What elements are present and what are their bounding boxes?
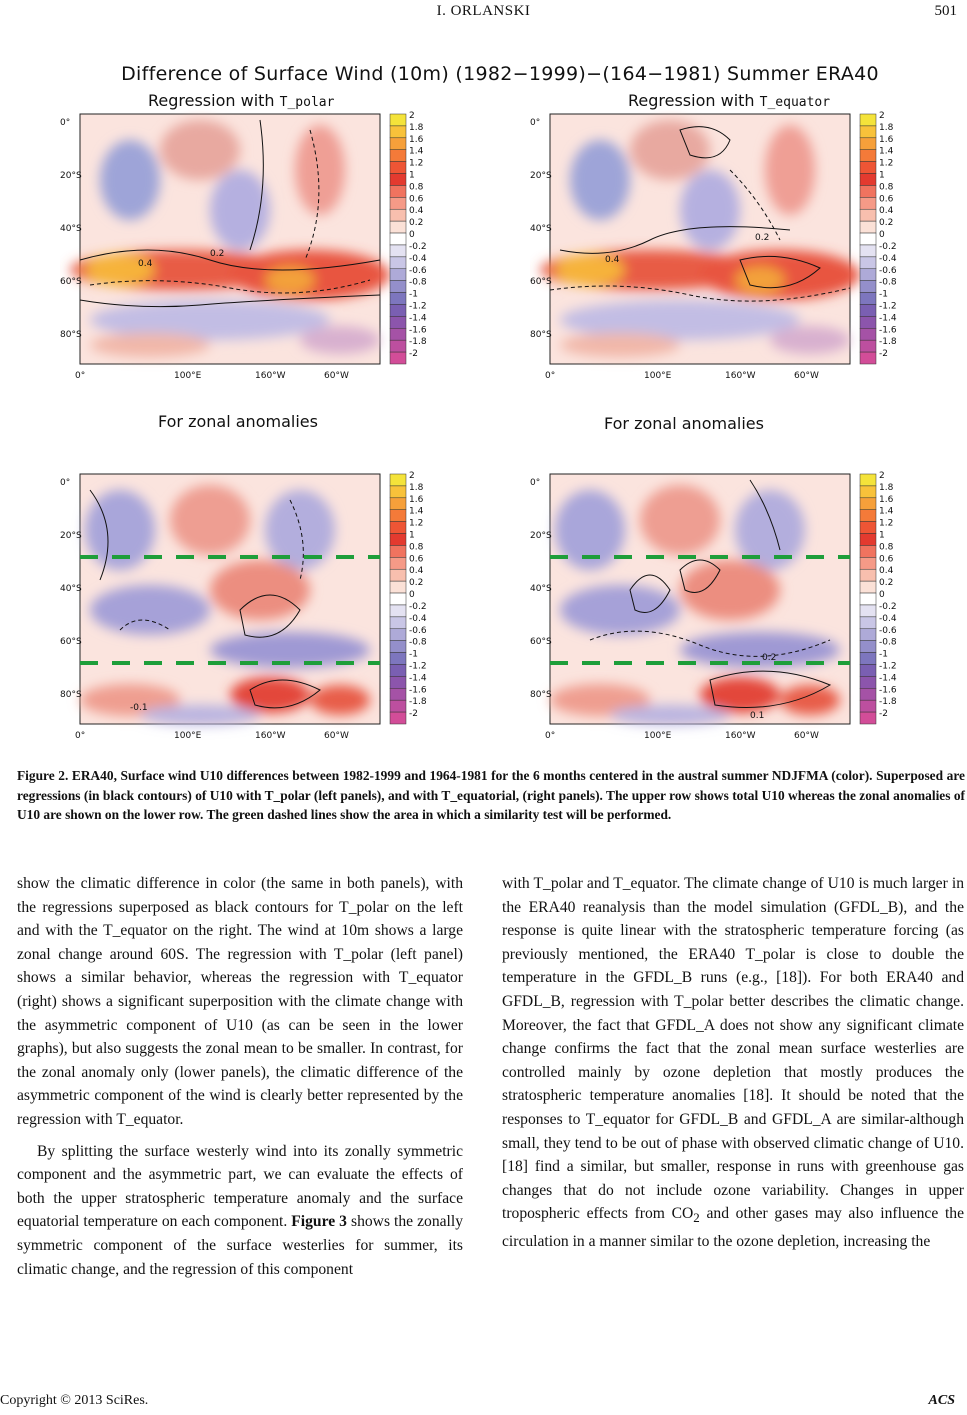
panel-label-text: Regression with bbox=[148, 91, 275, 110]
lat-tick-label: 20°S bbox=[530, 171, 552, 181]
colorbar-swatch bbox=[390, 545, 406, 557]
figure-caption: Figure 2. ERA40, Surface wind U10 differences between 1982-1999 and 1964-1981 for the 6 months centered in the austral summer NDJFMA (color). Superposed are regressions (in black contours) of U10 with T_polar (left panels), and with T_equatorial, (right panels). The upper row shows total U10 whereas the zonal anomalies of U10 are shown on the lower row. The green dashed lines show the area in which a similarity test will be performed. bbox=[17, 768, 965, 822]
colorbar-swatch bbox=[390, 617, 406, 629]
figure-reference: Figure 3 bbox=[291, 1213, 347, 1231]
colorbar-tick-label: -1.2 bbox=[409, 661, 427, 672]
colorbar-swatch bbox=[860, 605, 876, 617]
colorbar-tick-label: 1.4 bbox=[879, 146, 894, 157]
colorbar-tick-label: -1 bbox=[879, 649, 888, 660]
colorbar-swatch bbox=[390, 245, 406, 257]
colorbar-tick-label: -0.4 bbox=[409, 613, 427, 624]
colorbar-swatch bbox=[860, 269, 876, 281]
lat-tick-label: 60°S bbox=[60, 277, 82, 287]
colorbar-tick-label: -1.6 bbox=[409, 325, 427, 336]
colorbar-swatch bbox=[860, 557, 876, 569]
lon-tick-label: 100°E bbox=[174, 731, 202, 741]
lon-tick-label: 60°W bbox=[324, 371, 349, 381]
colorbar-swatch bbox=[860, 352, 876, 364]
colorbar-tick-label: 0.8 bbox=[879, 182, 894, 193]
colorbar-swatch bbox=[860, 304, 876, 316]
colorbar-swatch bbox=[390, 316, 406, 328]
colorbar-tick-label: 1 bbox=[409, 170, 415, 181]
colorbar-swatch bbox=[860, 233, 876, 245]
svg-text:0.1: 0.1 bbox=[750, 711, 765, 721]
colorbar-swatch bbox=[860, 653, 876, 665]
colorbar-swatch bbox=[390, 700, 406, 712]
lat-tick-label: 40°S bbox=[530, 584, 552, 594]
colorbar-swatch bbox=[860, 664, 876, 676]
colorbar-tick-label: 0.6 bbox=[879, 554, 894, 565]
map-panel-top-right bbox=[530, 110, 930, 390]
colorbar-swatch bbox=[390, 293, 406, 305]
lat-tick-label: 0° bbox=[530, 478, 541, 488]
colorbar-tick-label: -0.2 bbox=[409, 601, 427, 612]
figure-2 bbox=[60, 55, 930, 755]
panel-label-var: T_polar bbox=[279, 95, 335, 110]
colorbar-swatch bbox=[390, 185, 406, 197]
colorbar-swatch bbox=[390, 712, 406, 724]
colorbar-tick-label: 0 bbox=[879, 590, 885, 601]
colorbar-tick-label: 0.4 bbox=[879, 566, 894, 577]
colorbar-swatch bbox=[860, 257, 876, 269]
colorbar-swatch bbox=[860, 281, 876, 293]
colorbar-tick-label: -2 bbox=[409, 709, 418, 720]
colorbar-tick-label: -1.6 bbox=[409, 685, 427, 696]
paragraph: show the climatic difference in color (the same in both panels), with the regressions superposed as black contours for T_polar on the left and with the T_equator on the right. The wind at 10m shows a large zonal change around 60S. The regression with T_polar (left panel) shows a similar behavior, whereas the regression with T_equator (right) shows a significant superposition with the climate change with the asymmetric component of U10 (as can be seen in the lower graphs), but also suggests the zonal mean to be smaller. In contrast, for the zonal anomaly only (lower panels), the climatic difference of the asymmetric component of the wind is clearly better represented by the regression with T_equator. bbox=[17, 875, 463, 1128]
colorbar-swatch bbox=[860, 593, 876, 605]
colorbar-swatch bbox=[390, 138, 406, 150]
colorbar-tick-label: -0.4 bbox=[879, 253, 897, 264]
colorbar-swatch bbox=[390, 221, 406, 233]
colorbar-swatch bbox=[860, 126, 876, 138]
map-panel-bottom-right bbox=[530, 470, 930, 755]
copyright: Copyright © 2013 SciRes. bbox=[0, 1393, 149, 1408]
colorbar-swatch bbox=[860, 617, 876, 629]
colorbar-tick-label: 1.8 bbox=[879, 122, 894, 133]
colorbar-swatch bbox=[860, 114, 876, 126]
colorbar-tick-label: -0.6 bbox=[409, 625, 427, 636]
colorbar-swatch bbox=[860, 340, 876, 352]
colorbar-swatch bbox=[860, 522, 876, 534]
colorbar-swatch bbox=[860, 185, 876, 197]
svg-text:0.4: 0.4 bbox=[138, 259, 153, 269]
colorbar-tick-label: -1.2 bbox=[409, 301, 427, 312]
colorbar-tick-label: -0.6 bbox=[409, 265, 427, 276]
colorbar-swatch bbox=[860, 486, 876, 498]
colorbar-swatch bbox=[860, 534, 876, 546]
colorbar-tick-label: -0.8 bbox=[879, 277, 897, 288]
colorbar-swatch bbox=[390, 486, 406, 498]
colorbar-swatch bbox=[390, 510, 406, 522]
colorbar-swatch bbox=[390, 233, 406, 245]
colorbar-swatch bbox=[860, 316, 876, 328]
lon-tick-label: 60°W bbox=[794, 371, 819, 381]
colorbar-swatch bbox=[390, 269, 406, 281]
colorbar-swatch bbox=[390, 304, 406, 316]
lat-tick-label: 0° bbox=[60, 118, 71, 128]
colorbar-swatch bbox=[390, 150, 406, 162]
panel-label-text: Regression with bbox=[628, 91, 755, 110]
colorbar-tick-label: 1.8 bbox=[879, 482, 894, 493]
lat-tick-label: 80°S bbox=[530, 330, 552, 340]
map-panel-bottom-left bbox=[60, 470, 460, 755]
colorbar-tick-label: 2 bbox=[409, 111, 415, 121]
colorbar-tick-label: 0.8 bbox=[879, 542, 894, 553]
colorbar-tick-label: -0.2 bbox=[879, 241, 897, 252]
colorbar-swatch bbox=[390, 653, 406, 665]
colorbar-swatch bbox=[390, 522, 406, 534]
colorbar-tick-label: -0.8 bbox=[409, 277, 427, 288]
colorbar-tick-label: 1.6 bbox=[409, 494, 424, 505]
colorbar-swatch bbox=[860, 293, 876, 305]
colorbar-swatch bbox=[390, 209, 406, 221]
page-header bbox=[0, 0, 967, 30]
lon-tick-label: 160°W bbox=[255, 371, 286, 381]
lon-tick-label: 160°W bbox=[725, 371, 756, 381]
panel-label-bottom-right: For zonal anomalies bbox=[604, 414, 764, 433]
colorbar-tick-label: 1.2 bbox=[409, 158, 424, 169]
colorbar-tick-label: 1.8 bbox=[409, 122, 424, 133]
lon-tick-label: 0° bbox=[75, 371, 86, 381]
colorbar-swatch bbox=[390, 593, 406, 605]
colorbar-tick-label: 2 bbox=[409, 471, 415, 481]
colorbar-tick-label: 1.4 bbox=[409, 506, 424, 517]
colorbar-swatch bbox=[390, 281, 406, 293]
lon-tick-label: 100°E bbox=[644, 731, 672, 741]
colorbar-swatch bbox=[860, 629, 876, 641]
colorbar-tick-label: -1 bbox=[409, 289, 418, 300]
lat-tick-label: 40°S bbox=[530, 224, 552, 234]
colorbar-swatch bbox=[860, 209, 876, 221]
running-head-author: I. ORLANSKI bbox=[436, 3, 531, 19]
colorbar-tick-label: 1.4 bbox=[879, 506, 894, 517]
colorbar-swatch bbox=[860, 221, 876, 233]
panel-label-bottom-left: For zonal anomalies bbox=[158, 412, 318, 431]
colorbar-swatch bbox=[860, 498, 876, 510]
lat-tick-label: 20°S bbox=[530, 531, 552, 541]
lat-tick-label: 0° bbox=[60, 478, 71, 488]
lon-tick-label: 160°W bbox=[725, 731, 756, 741]
colorbar-tick-label: -1.6 bbox=[879, 325, 897, 336]
svg-text:0.2: 0.2 bbox=[210, 249, 225, 259]
colorbar-tick-label: 0.4 bbox=[409, 206, 424, 217]
colorbar-swatch bbox=[390, 162, 406, 174]
colorbar-swatch bbox=[860, 245, 876, 257]
colorbar-tick-label: -1.8 bbox=[409, 697, 427, 708]
colorbar-tick-label: 0.2 bbox=[879, 578, 894, 589]
map-panel-top-left bbox=[60, 110, 460, 390]
colorbar-tick-label: 1.8 bbox=[409, 482, 424, 493]
colorbar-swatch bbox=[860, 688, 876, 700]
journal-abbrev: ACS bbox=[928, 1393, 955, 1408]
colorbar-swatch bbox=[390, 557, 406, 569]
lon-tick-label: 0° bbox=[75, 731, 86, 741]
lon-tick-label: 60°W bbox=[794, 731, 819, 741]
colorbar-swatch bbox=[390, 114, 406, 126]
colorbar-tick-label: -2 bbox=[879, 349, 888, 360]
colorbar-tick-label: 0.6 bbox=[409, 554, 424, 565]
panel-label-top-right bbox=[628, 91, 830, 110]
colorbar-swatch bbox=[390, 126, 406, 138]
colorbar-swatch bbox=[860, 197, 876, 209]
colorbar-swatch bbox=[860, 138, 876, 150]
colorbar-swatch bbox=[860, 328, 876, 340]
colorbar-tick-label: 0 bbox=[879, 230, 885, 241]
colorbar-tick-label: -0.2 bbox=[879, 601, 897, 612]
colorbar-swatch bbox=[390, 664, 406, 676]
colorbar-tick-label: 0 bbox=[409, 230, 415, 241]
body-column-right bbox=[502, 872, 964, 1254]
colorbar-swatch bbox=[390, 688, 406, 700]
colorbar-tick-label: -0.8 bbox=[409, 637, 427, 648]
colorbar-tick-label: 0.4 bbox=[409, 566, 424, 577]
paragraph: with T_polar and T_equator. The climate change of U10 is much larger in the ERA40 reanalysis than the model simulation (GFDL_B), and the response is quite linear with the stratospheric temperature forcing (as previously mentioned, the ERA40 T_polar is close to double the temperature in the GFDL_B runs (e.g., [18]). For both ERA40 and GFDL_B, regression with T_polar better describes the climatic change. Moreover, the fact that GFDL_A does not show any significant climate change confirms the fact that the zonal mean surface westerlies are controlled mainly by ozone depletion that mostly produces the stratospheric temperature anomalies [18]. It should be noted that the responses to T_equator for GFDL_B and GFDL_A are similar-although small, they tend to be out of phase with observed climatic change of U10. [18] find a similar, but smaller, response in runs with greenhouse gas changes that do not include ozone variability. Changes in upper tropospheric effects from $CO_2$ and other gases may also influence the circulation in a manner similar to the ozone depletion, increasing the bbox=[502, 875, 964, 1251]
colorbar-tick-label: 1.4 bbox=[409, 146, 424, 157]
colorbar-swatch bbox=[390, 340, 406, 352]
colorbar-swatch bbox=[860, 700, 876, 712]
colorbar-tick-label: -1.2 bbox=[879, 301, 897, 312]
colorbar-tick-label: 0.2 bbox=[409, 578, 424, 589]
colorbar-tick-label: -0.2 bbox=[409, 241, 427, 252]
colorbar-tick-label: -1.8 bbox=[409, 337, 427, 348]
colorbar-swatch bbox=[390, 605, 406, 617]
lon-tick-label: 160°W bbox=[255, 731, 286, 741]
colorbar-tick-label: 0 bbox=[409, 590, 415, 601]
colorbar-swatch bbox=[390, 641, 406, 653]
colorbar-tick-label: -1.2 bbox=[879, 661, 897, 672]
colorbar-tick-label: 1.6 bbox=[409, 134, 424, 145]
colorbar-tick-label: 1 bbox=[879, 530, 885, 541]
figure-title: Difference of Surface Wind (10m) (1982−1999)−(164−1981) Summer ERA40 bbox=[121, 63, 879, 85]
colorbar-tick-label: -1.8 bbox=[879, 697, 897, 708]
colorbar-tick-label: 1.6 bbox=[879, 134, 894, 145]
colorbar-tick-label: -2 bbox=[879, 709, 888, 720]
body-column-left bbox=[17, 872, 463, 1281]
lat-tick-label: 40°S bbox=[60, 584, 82, 594]
lat-tick-label: 80°S bbox=[530, 690, 552, 700]
colorbar-tick-label: -0.4 bbox=[879, 613, 897, 624]
colorbar-tick-label: -1.8 bbox=[879, 337, 897, 348]
paragraph: By splitting the surface westerly wind into its zonally symmetric component and the asymmetric part, we can evaluate the effects of both the upper stratospheric temperature anomaly and the surface equatorial temperature on each component. Figure 3 shows the zonally symmetric component of the surface westerlies for summer, its climatic change, and the regression of this component bbox=[17, 1142, 463, 1278]
colorbar-tick-label: 0.6 bbox=[879, 194, 894, 205]
lon-tick-label: 100°E bbox=[174, 371, 202, 381]
colorbar-tick-label: 1.6 bbox=[879, 494, 894, 505]
colorbar-tick-label: 0.8 bbox=[409, 542, 424, 553]
colorbar-tick-label: 1 bbox=[879, 170, 885, 181]
lat-tick-label: 40°S bbox=[60, 224, 82, 234]
colorbar-swatch bbox=[390, 197, 406, 209]
colorbar-tick-label: 2 bbox=[879, 471, 885, 481]
lon-tick-label: 0° bbox=[545, 371, 556, 381]
colorbar-tick-label: -1.4 bbox=[879, 313, 897, 324]
colorbar-tick-label: -1 bbox=[879, 289, 888, 300]
colorbar-tick-label: 1.2 bbox=[409, 518, 424, 529]
colorbar-tick-label: -1.6 bbox=[879, 685, 897, 696]
colorbar-tick-label: 0.6 bbox=[409, 194, 424, 205]
colorbar-tick-label: 0.2 bbox=[409, 218, 424, 229]
colorbar-tick-label: -0.6 bbox=[879, 625, 897, 636]
colorbar-tick-label: -2 bbox=[409, 349, 418, 360]
page-number: 501 bbox=[934, 3, 957, 19]
colorbar-swatch bbox=[860, 641, 876, 653]
colorbar-tick-label: 2 bbox=[879, 111, 885, 121]
lat-tick-label: 80°S bbox=[60, 690, 82, 700]
colorbar-tick-label: 1 bbox=[409, 530, 415, 541]
colorbar-tick-label: 0.2 bbox=[879, 218, 894, 229]
lat-tick-label: 20°S bbox=[60, 531, 82, 541]
colorbar-tick-label: -1.4 bbox=[409, 313, 427, 324]
colorbar-swatch bbox=[860, 174, 876, 186]
colorbar-tick-label: -0.4 bbox=[409, 253, 427, 264]
lat-tick-label: 20°S bbox=[60, 171, 82, 181]
lat-tick-label: 60°S bbox=[530, 277, 552, 287]
colorbar-tick-label: -1 bbox=[409, 649, 418, 660]
colorbar-swatch bbox=[860, 510, 876, 522]
colorbar-swatch bbox=[390, 328, 406, 340]
colorbar-swatch bbox=[860, 569, 876, 581]
colorbar-tick-label: 1.2 bbox=[879, 518, 894, 529]
colorbar-swatch bbox=[390, 352, 406, 364]
lat-tick-label: 60°S bbox=[60, 637, 82, 647]
lon-tick-label: 60°W bbox=[324, 731, 349, 741]
colorbar-swatch bbox=[390, 174, 406, 186]
colorbar-swatch bbox=[390, 629, 406, 641]
colorbar-tick-label: -1.4 bbox=[409, 673, 427, 684]
svg-text:0.4: 0.4 bbox=[605, 255, 620, 265]
svg-text:0.2: 0.2 bbox=[755, 233, 770, 243]
colorbar-tick-label: 0.8 bbox=[409, 182, 424, 193]
colorbar-tick-label: -1.4 bbox=[879, 673, 897, 684]
colorbar-tick-label: 1.2 bbox=[879, 158, 894, 169]
lat-tick-label: 80°S bbox=[60, 330, 82, 340]
colorbar-swatch bbox=[860, 712, 876, 724]
colorbar-tick-label: -0.6 bbox=[879, 265, 897, 276]
colorbar-swatch bbox=[390, 534, 406, 546]
panel-label-var: T_equator bbox=[759, 95, 831, 110]
colorbar-swatch bbox=[390, 498, 406, 510]
svg-text:-0.1: -0.1 bbox=[130, 703, 148, 713]
lat-tick-label: 0° bbox=[530, 118, 541, 128]
colorbar-swatch bbox=[390, 257, 406, 269]
colorbar-swatch bbox=[860, 162, 876, 174]
lat-tick-label: 60°S bbox=[530, 637, 552, 647]
svg-text:0.2: 0.2 bbox=[762, 653, 777, 663]
lon-tick-label: 0° bbox=[545, 731, 556, 741]
colorbar-swatch bbox=[390, 474, 406, 486]
colorbar-swatch bbox=[390, 569, 406, 581]
colorbar-tick-label: 0.4 bbox=[879, 206, 894, 217]
colorbar-swatch bbox=[390, 676, 406, 688]
colorbar-tick-label: -0.8 bbox=[879, 637, 897, 648]
panel-label-top-left bbox=[148, 91, 334, 110]
lon-tick-label: 100°E bbox=[644, 371, 672, 381]
colorbar-swatch bbox=[860, 545, 876, 557]
colorbar-swatch bbox=[860, 676, 876, 688]
colorbar-swatch bbox=[860, 474, 876, 486]
colorbar-swatch bbox=[860, 581, 876, 593]
colorbar-swatch bbox=[390, 581, 406, 593]
colorbar-swatch bbox=[860, 150, 876, 162]
